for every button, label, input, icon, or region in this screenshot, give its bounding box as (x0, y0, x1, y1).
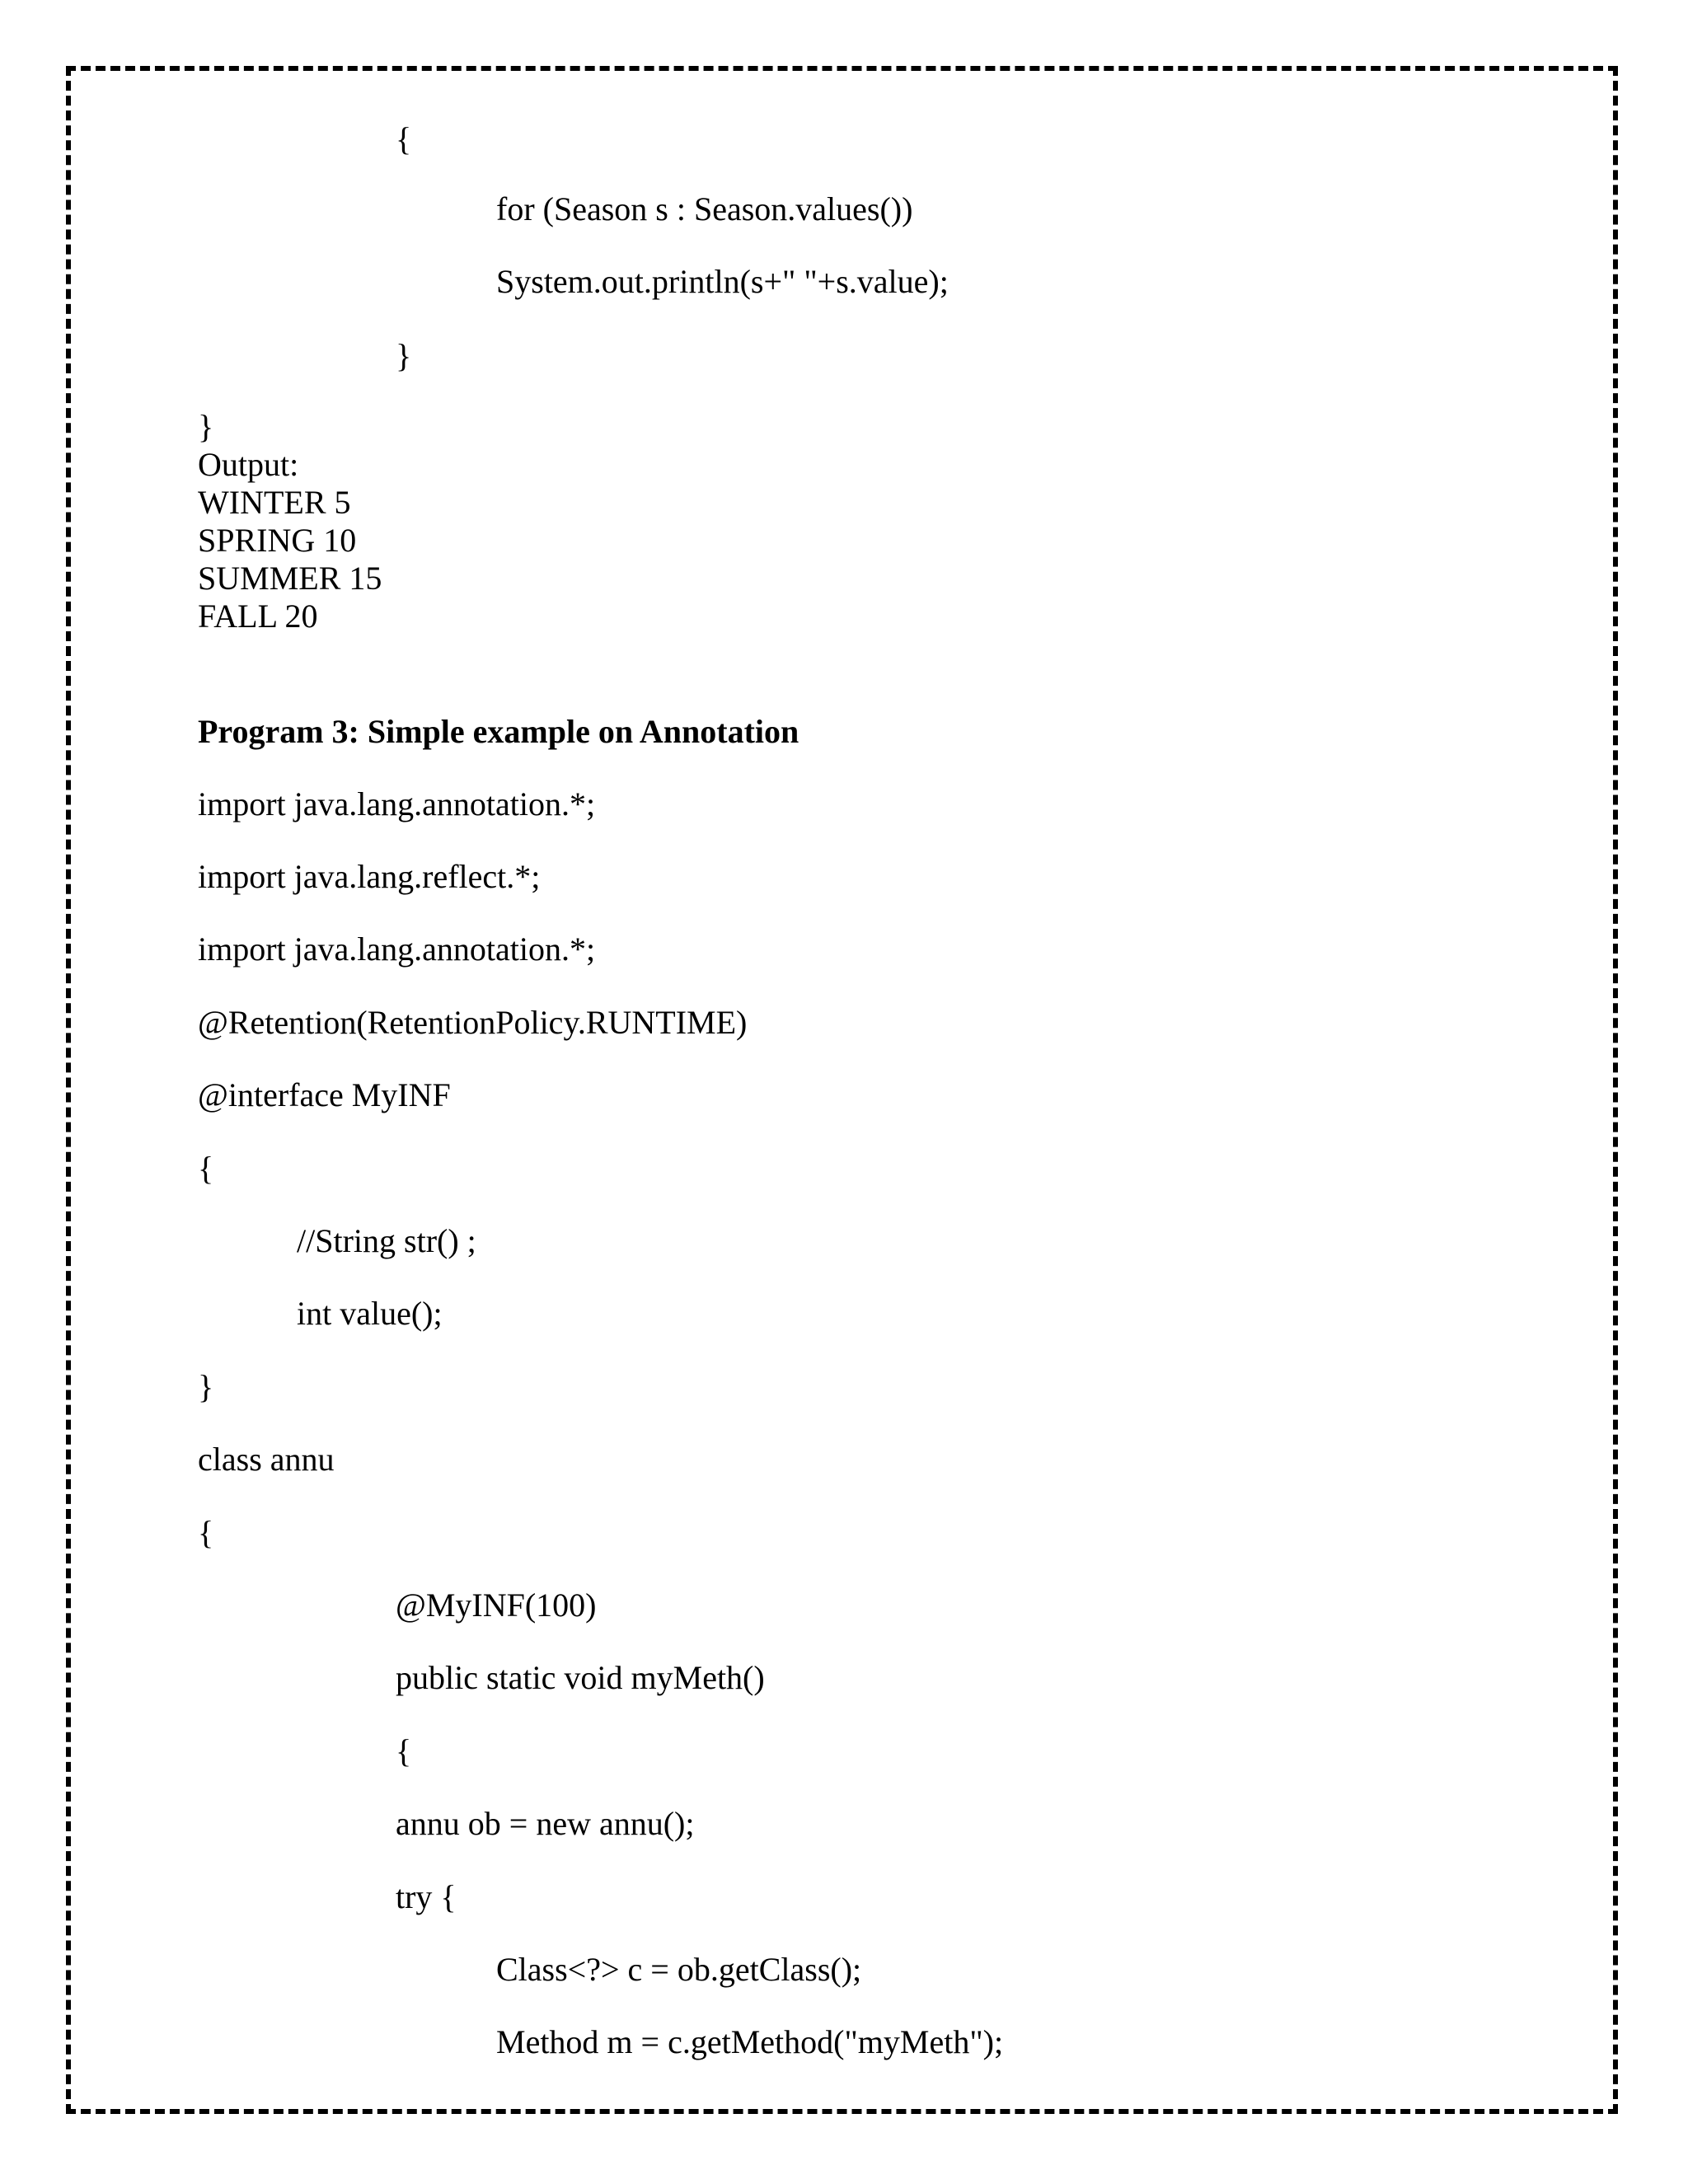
code-line: class annu (198, 1441, 335, 1478)
code-line: @MyINF(100) (396, 1586, 597, 1624)
code-for-line: for (Season s : Season.values()) (496, 190, 913, 227)
code-line: { (396, 1732, 412, 1769)
code-line: import java.lang.annotation.*; (198, 930, 596, 968)
program-heading: Program 3: Simple example on Annotation (198, 713, 799, 750)
code-println-line: System.out.println(s+" "+s.value); (496, 263, 949, 300)
output-line: SUMMER 15 (198, 560, 382, 597)
code-line: } (198, 1368, 214, 1405)
output-line: WINTER 5 (198, 484, 351, 521)
code-line: { (198, 1150, 214, 1187)
code-line: import java.lang.reflect.*; (198, 858, 541, 895)
code-line: @Retention(RetentionPolicy.RUNTIME) (198, 1004, 748, 1041)
output-label: Output: (198, 446, 299, 483)
code-line: Method m = c.getMethod("myMeth"); (496, 2023, 1004, 2060)
code-line: { (198, 1514, 214, 1551)
code-line: int value(); (297, 1295, 443, 1332)
code-brace-open: { (396, 120, 412, 157)
code-brace-close-inner: } (396, 337, 412, 374)
code-line: Class<?> c = ob.getClass(); (496, 1951, 862, 1988)
output-line: FALL 20 (198, 598, 318, 635)
code-line: import java.lang.annotation.*; (198, 785, 596, 823)
code-line: try { (396, 1878, 457, 1915)
code-line: //String str() ; (297, 1222, 476, 1259)
code-line: public static void myMeth() (396, 1659, 765, 1696)
code-line: annu ob = new annu(); (396, 1805, 695, 1842)
code-line: @interface MyINF (198, 1076, 451, 1113)
output-line: SPRING 10 (198, 522, 357, 559)
code-brace-close-outer: } (198, 408, 214, 445)
